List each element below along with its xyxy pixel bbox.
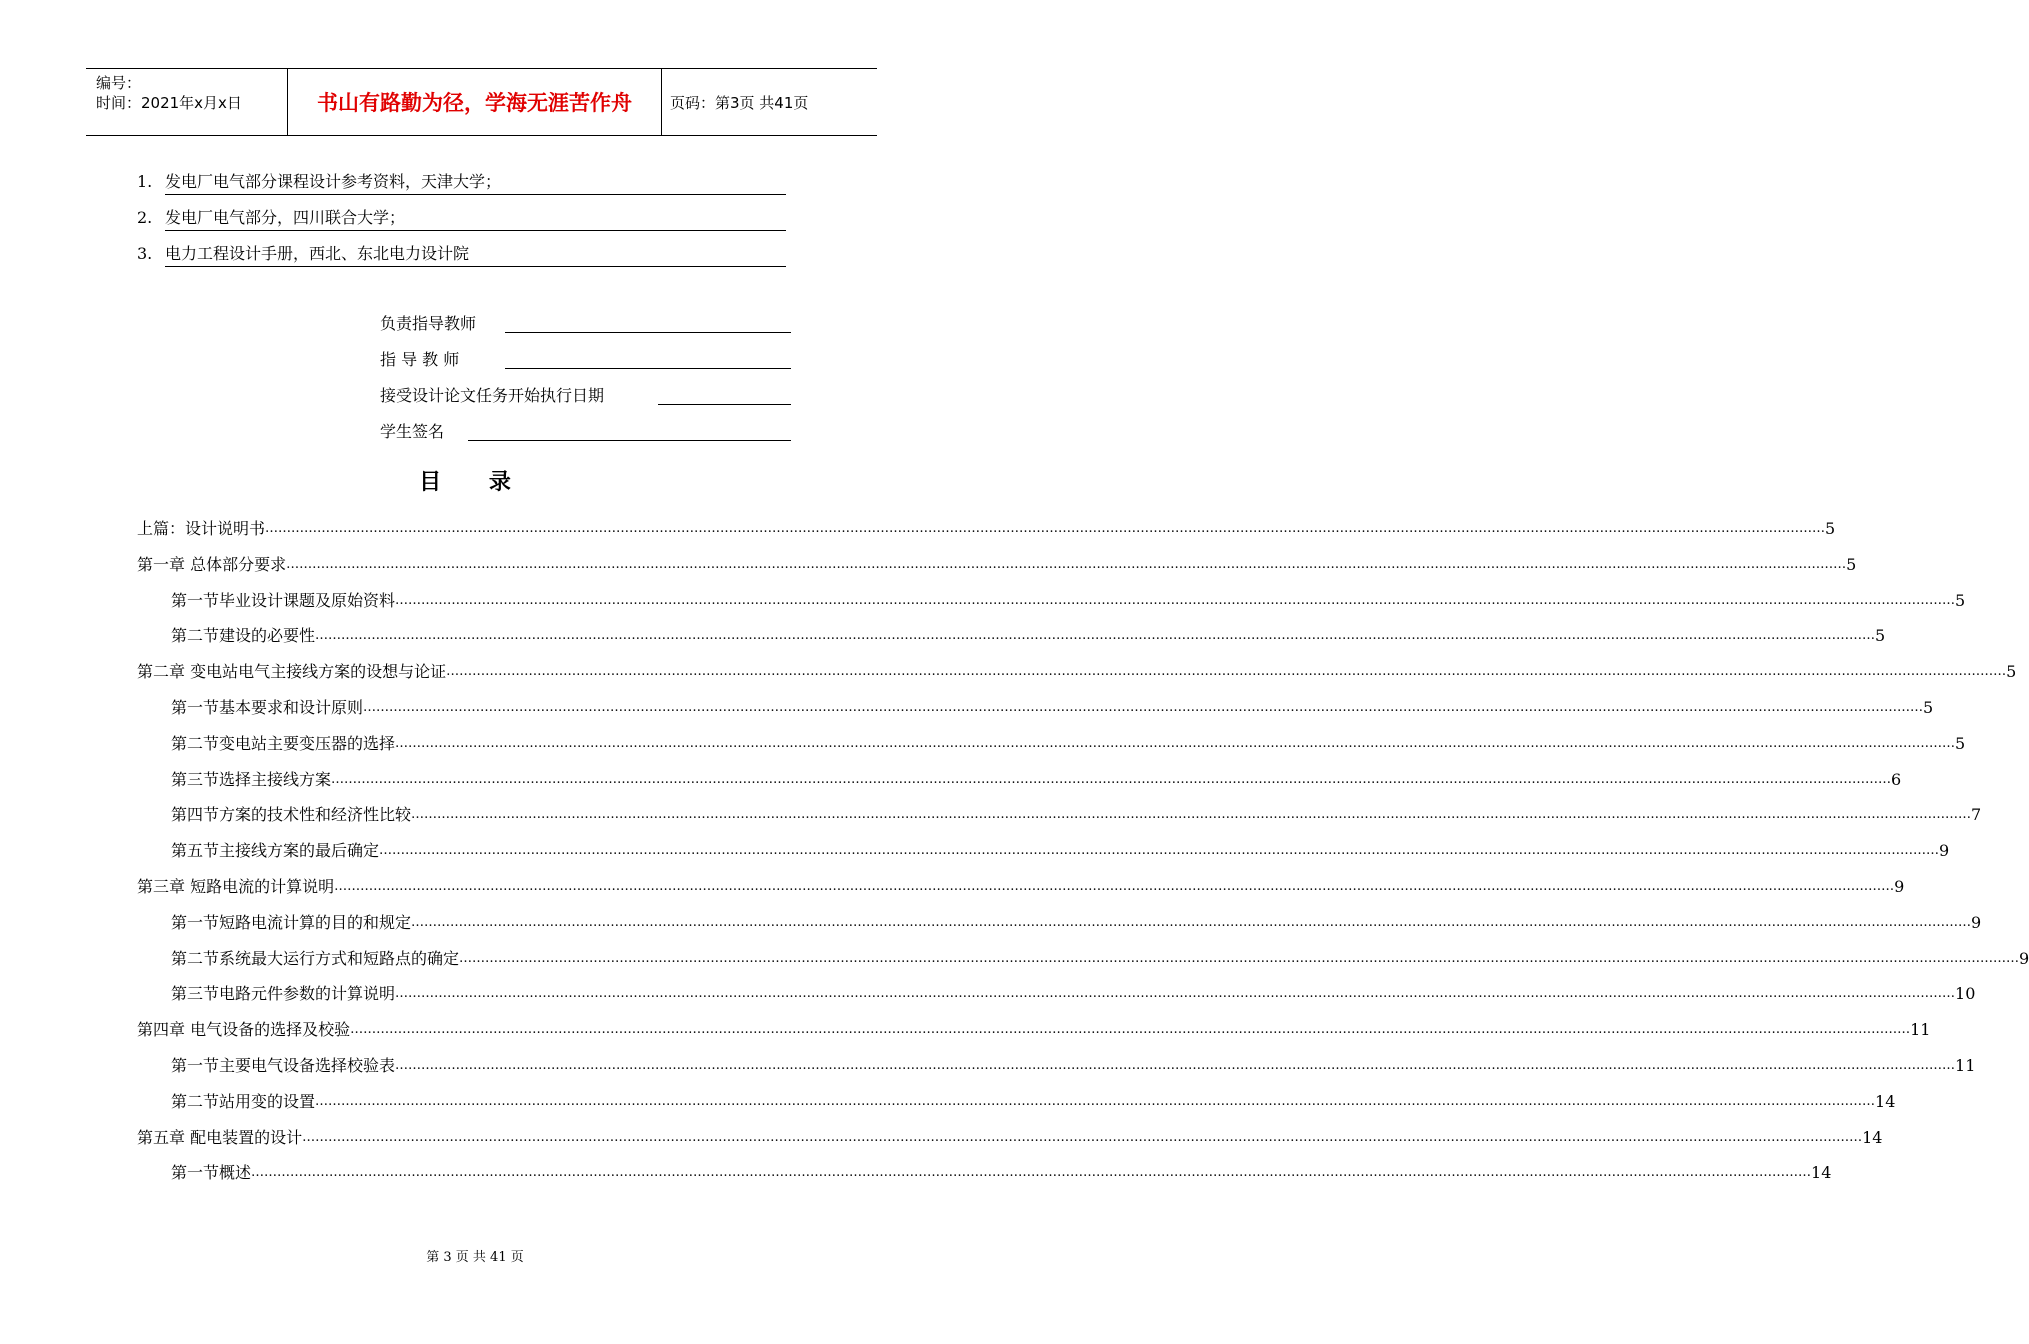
- toc-leader-dots: ………………………………………………………………………………………………………………………………………………………………………………………………………………………………………………………………………………………………………………………………: [302, 1129, 1863, 1145]
- toc-leader-dots: ………………………………………………………………………………………………………………………………………………………………………………………………………………………………………………………………………………………………………………………………: [395, 592, 1956, 608]
- toc-entry-title: 第五章 配电装置的设计: [137, 1127, 303, 1147]
- toc-entry-title: 第三节选择主接线方案: [171, 769, 332, 789]
- toc-entry-page: 5: [1955, 590, 1966, 610]
- signature-line: [658, 404, 791, 405]
- toc-leader-dots: ………………………………………………………………………………………………………………………………………………………………………………………………………………………………………………………………………………………………………………………………: [334, 878, 1895, 894]
- toc-leader-dots: ………………………………………………………………………………………………………………………………………………………………………………………………………………………………………………………………………………………………………………………………: [411, 807, 1972, 823]
- toc-entry-page: 5: [1955, 733, 1966, 753]
- toc-entry-page: 5: [1875, 626, 1886, 646]
- toc-leader-dots: ………………………………………………………………………………………………………………………………………………………………………………………………………………………………………………………………………………………………………………………………: [379, 843, 1940, 859]
- toc-leader-dots: ………………………………………………………………………………………………………………………………………………………………………………………………………………………………………………………………………………………………………………………………: [411, 914, 1972, 930]
- reference-text: 发电厂电气部分，四川联合大学；: [165, 206, 786, 231]
- signature-line: [505, 332, 791, 333]
- toc-entry-page: 11: [1955, 1055, 1976, 1075]
- toc-entry-page: 9: [2019, 948, 2029, 968]
- toc-entry-title: 第一节短路电流计算的目的和规定: [171, 912, 412, 932]
- toc-leader-dots: ………………………………………………………………………………………………………………………………………………………………………………………………………………………………………………………………………………………………………………………………: [446, 664, 2007, 680]
- toc-entry-page: 9: [1971, 912, 1982, 932]
- signature-label: 学生签名: [380, 422, 445, 441]
- toc-leader-dots: ………………………………………………………………………………………………………………………………………………………………………………………………………………………………………………………………………………………………………………………………: [315, 1093, 1876, 1109]
- toc-entry-page: 9: [1939, 841, 1950, 861]
- toc-entry-title: 第三章 短路电流的计算说明: [137, 876, 335, 896]
- toc-leader-dots: ………………………………………………………………………………………………………………………………………………………………………………………………………………………………………………………………………………………………………………………………: [265, 521, 1826, 536]
- reference-text: 发电厂电气部分课程设计参考资料，天津大学；: [165, 170, 786, 195]
- page-header: [86, 68, 877, 136]
- page-footer: 第 3 页 共 41 页: [426, 1250, 524, 1265]
- reference-number: 3.: [137, 244, 153, 263]
- toc-title: 目 录: [419, 470, 531, 495]
- toc-entry-page: 14: [1875, 1091, 1896, 1111]
- signature-line: [505, 368, 791, 369]
- toc-leader-dots: ………………………………………………………………………………………………………………………………………………………………………………………………………………………………………………………………………………………………………………………………: [331, 771, 1892, 787]
- toc-entry-page: 14: [1811, 1163, 1832, 1183]
- toc-leader-dots: ………………………………………………………………………………………………………………………………………………………………………………………………………………………………………………………………………………………………………………………………: [395, 986, 1956, 1002]
- toc-leader-dots: ………………………………………………………………………………………………………………………………………………………………………………………………………………………………………………………………………………………………………………………………: [350, 1022, 1911, 1038]
- toc-leader-dots: ………………………………………………………………………………………………………………………………………………………………………………………………………………………………………………………………………………………………………………………………: [395, 1057, 1956, 1073]
- toc-leader-dots: ………………………………………………………………………………………………………………………………………………………………………………………………………………………………………………………………………………………………………………………………: [363, 699, 1924, 715]
- header-meta: [86, 69, 288, 135]
- toc-entry-title: 第二节站用变的设置: [171, 1091, 316, 1111]
- signature-label: 接受设计论文任务开始执行日期: [380, 386, 605, 405]
- toc-entry-title: 第五节主接线方案的最后确定: [171, 841, 380, 861]
- signature-label: 负责指导教师: [380, 314, 477, 333]
- toc-entry-title: 第一节毕业设计课题及原始资料: [171, 590, 396, 610]
- toc-entry-title: 第一章 总体部分要求: [137, 554, 287, 574]
- header-page-info: 页码：第3页 共41页: [670, 93, 809, 112]
- toc-entry-title: 第一节基本要求和设计原则: [171, 697, 364, 717]
- toc-entry-page: 5: [1825, 519, 1836, 538]
- toc-entry-page: 6: [1891, 769, 1902, 789]
- toc-entry-title: 第二节变电站主要变压器的选择: [171, 733, 396, 753]
- toc-entry-page: 5: [1923, 697, 1934, 717]
- toc-entry-title: 第四章 电气设备的选择及校验: [137, 1020, 351, 1040]
- toc-leader-dots: ………………………………………………………………………………………………………………………………………………………………………………………………………………………………………………………………………………………………………………………………: [315, 628, 1876, 644]
- header-number-label: 编号：: [96, 74, 142, 92]
- signature-label: 指 导 教 师: [380, 350, 460, 369]
- toc-entry-title: 第二节系统最大运行方式和短路点的确定: [171, 948, 460, 968]
- toc-leader-dots: ………………………………………………………………………………………………………………………………………………………………………………………………………………………………………………………………………………………………………………………………: [286, 556, 1847, 572]
- toc-entry-page: 14: [1862, 1127, 1883, 1147]
- toc-entry-page: 10: [1955, 984, 1976, 1004]
- toc-entry-title: 上篇：设计说明书: [137, 519, 266, 538]
- toc-entry-page: 5: [1846, 554, 1857, 574]
- toc-entry-title: 第一节主要电气设备选择校验表: [171, 1055, 396, 1075]
- toc-entry-title: 第四节方案的技术性和经济性比较: [171, 805, 412, 825]
- toc-entry-page: 9: [1894, 876, 1905, 896]
- toc-entry-title: 第二节建设的必要性: [171, 626, 316, 646]
- toc-entry-page: 11: [1910, 1020, 1931, 1040]
- toc-leader-dots: ………………………………………………………………………………………………………………………………………………………………………………………………………………………………………………………………………………………………………………………………: [395, 735, 1956, 751]
- toc-entry-page: 7: [1971, 805, 1982, 825]
- toc-entry-title: 第三节电路元件参数的计算说明: [171, 984, 396, 1004]
- toc-entry-page: 5: [2006, 662, 2017, 682]
- reference-text: 电力工程设计手册，西北、东北电力设计院: [165, 242, 786, 267]
- reference-number: 1.: [137, 172, 153, 191]
- signature-line: [468, 440, 791, 441]
- toc-entry-title: 第二章 变电站电气主接线方案的设想与论证: [137, 662, 447, 682]
- header-motto: 书山有路勤为径，学海无涯苦作舟: [288, 69, 662, 135]
- reference-number: 2.: [137, 208, 153, 227]
- header-time-label: 时间：2021年x月x日: [96, 94, 242, 112]
- toc-leader-dots: ………………………………………………………………………………………………………………………………………………………………………………………………………………………………………………………………………………………………………………………………: [459, 950, 2020, 966]
- toc-leader-dots: ………………………………………………………………………………………………………………………………………………………………………………………………………………………………………………………………………………………………………………………………: [251, 1165, 1812, 1181]
- toc-entry-title: 第一节概述: [171, 1163, 252, 1183]
